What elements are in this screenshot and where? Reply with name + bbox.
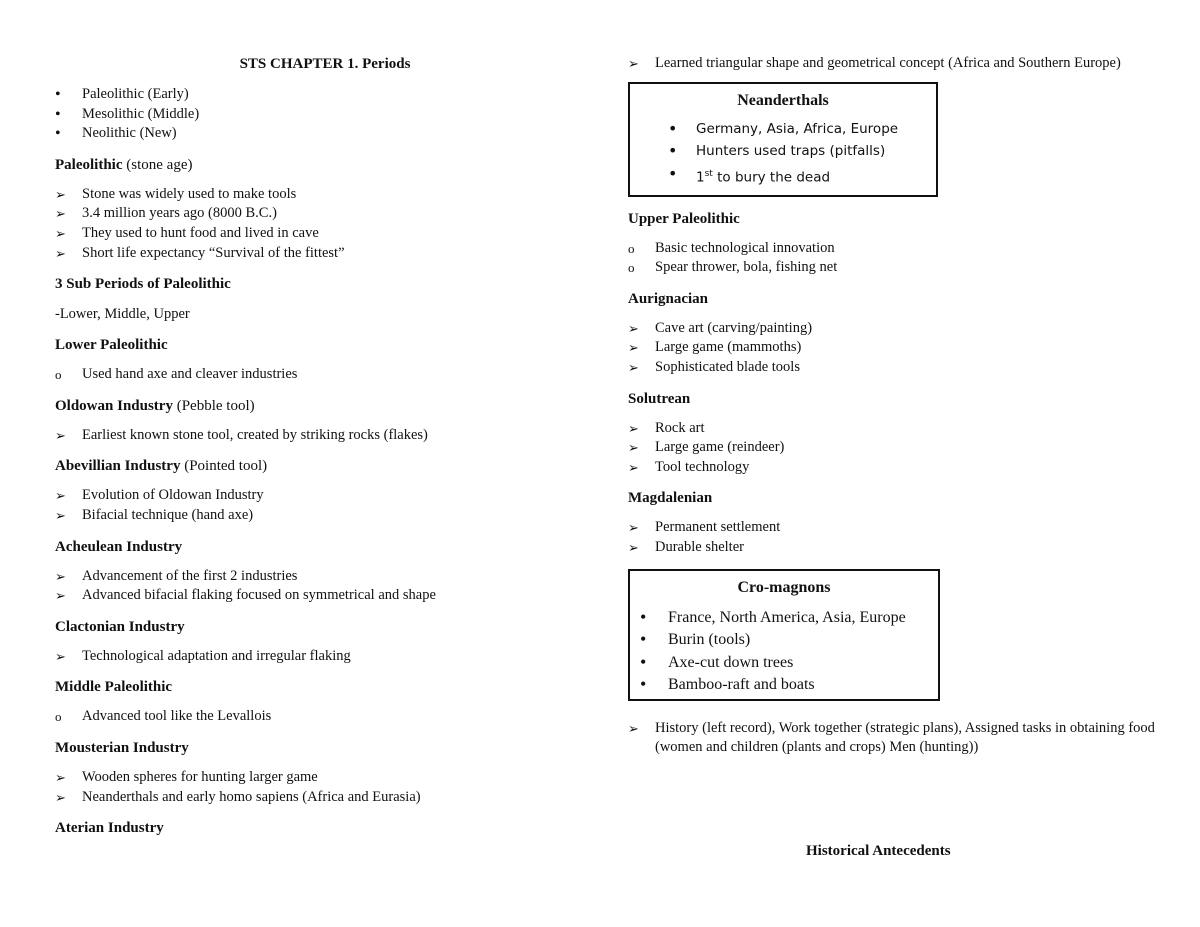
arrow-bullet-icon <box>628 419 648 440</box>
solutrean-list <box>628 419 1158 478</box>
section-heading-aterian: Aterian Industry <box>55 820 164 837</box>
list-item: • Axe-cut down trees <box>640 652 938 673</box>
list-item: ➢ Cave art (carving/painting) <box>628 319 1158 339</box>
arrow-bullet-icon <box>55 244 75 265</box>
arrow-bullet-icon <box>628 319 648 340</box>
arrow-bullet-icon <box>628 719 648 740</box>
list-item: ➢ Neanderthals and early homo sapiens (Africa and Eurasia) <box>55 788 595 808</box>
arrow-bullet-icon <box>55 647 75 668</box>
circle-bullet-icon <box>55 365 75 386</box>
sub-periods-text: -Lower, Middle, Upper <box>55 306 190 323</box>
list-item: • Bamboo-raft and boats <box>640 674 938 695</box>
section-heading-solutrean: Solutrean <box>628 390 691 407</box>
oldowan-list <box>55 426 595 446</box>
history-list <box>628 719 1158 758</box>
section-heading-middle-paleolithic: Middle Paleolithic <box>55 679 173 696</box>
section-heading-sub-periods: 3 Sub Periods of Paleolithic <box>55 276 231 293</box>
section-heading-magdalenian: Magdalenian <box>628 490 713 507</box>
circle-bullet-icon <box>628 258 648 279</box>
magdalenian-list <box>628 518 1158 557</box>
upper-paleolithic-list <box>628 239 1158 278</box>
box-title: Neanderthals <box>737 91 829 109</box>
bullet-icon <box>640 629 646 651</box>
list-item: ➢ Stone was widely used to make tools <box>55 185 595 205</box>
bullet-icon <box>668 163 677 187</box>
bullet-icon <box>668 118 677 142</box>
section-heading-lower-paleolithic: Lower Paleolithic <box>55 337 168 354</box>
list-item: • Paleolithic (Early) <box>55 85 595 105</box>
list-item: • Germany, Asia, Africa, Europe <box>668 118 936 141</box>
section-heading-oldowan: Oldowan Industry (Pebble tool) <box>55 397 255 414</box>
arrow-bullet-icon <box>628 338 648 359</box>
section-heading-aurignacian: Aurignacian <box>628 290 709 307</box>
arrow-bullet-icon <box>55 506 75 527</box>
arrow-bullet-icon <box>55 426 75 447</box>
list-item: • 1st to bury the dead <box>668 163 936 189</box>
list-item: o Advanced tool like the Levallois <box>55 707 595 727</box>
bullet-icon <box>640 607 646 629</box>
bullet-icon <box>55 124 75 145</box>
cromagnons-list <box>630 607 938 696</box>
section-heading-clactonian: Clactonian Industry <box>55 618 185 635</box>
section-heading-acheulean: Acheulean Industry <box>55 538 183 555</box>
list-item: • France, North America, Asia, Europe <box>640 607 938 628</box>
list-item: ➢ Advanced bifacial flaking focused on symmetrical and shape <box>55 586 595 606</box>
circle-bullet-icon <box>55 707 75 728</box>
arrow-bullet-icon <box>55 185 75 206</box>
section-heading-upper-paleolithic: Upper Paleolithic <box>628 210 740 227</box>
paleolithic-list <box>55 185 595 263</box>
neanderthals-box <box>628 82 938 197</box>
list-item: ➢ 3.4 million years ago (8000 B.C.) <box>55 204 595 224</box>
list-item: ➢ Large game (mammoths) <box>628 338 1158 358</box>
middle-paleolithic-list <box>55 707 595 727</box>
list-item: ➢ Rock art <box>628 419 1158 439</box>
list-item: ➢ Durable shelter <box>628 538 1158 558</box>
list-item: o Spear thrower, bola, fishing net <box>628 258 1158 278</box>
bullet-icon <box>640 652 646 674</box>
clactonian-list <box>55 647 595 667</box>
section-heading-mousterian: Mousterian Industry <box>55 739 189 756</box>
list-item: • Hunters used traps (pitfalls) <box>668 140 936 163</box>
periods-list <box>55 85 595 144</box>
arrow-bullet-icon <box>628 458 648 479</box>
abevillian-list <box>55 486 595 525</box>
bullet-icon <box>55 85 75 106</box>
list-item: ➢ Tool technology <box>628 458 1158 478</box>
aterian-list <box>628 54 1158 74</box>
list-item: o Used hand axe and cleaver industries <box>55 365 595 385</box>
historical-antecedents-heading: Historical Antecedents <box>806 843 951 859</box>
list-item: ➢ History (left record), Work together (strategic plans), Assigned tasks in obtaining food (women and children (plants and crops) Men (hunting)) <box>628 719 1158 758</box>
section-heading-paleolithic: Paleolithic (stone age) <box>55 156 193 173</box>
arrow-bullet-icon <box>55 204 75 225</box>
lower-paleolithic-list <box>55 365 595 385</box>
list-item: • Neolithic (New) <box>55 124 595 144</box>
acheulean-list <box>55 567 595 606</box>
arrow-bullet-icon <box>55 567 75 588</box>
arrow-bullet-icon <box>55 788 75 809</box>
list-item: ➢ Large game (reindeer) <box>628 438 1158 458</box>
arrow-bullet-icon <box>628 358 648 379</box>
arrow-bullet-icon <box>628 518 648 539</box>
list-item: ➢ Bifacial technique (hand axe) <box>55 506 595 526</box>
mousterian-list <box>55 768 595 807</box>
right-column <box>628 54 1158 769</box>
list-item: ➢ They used to hunt food and lived in cave <box>55 224 595 244</box>
aurignacian-list <box>628 319 1158 378</box>
circle-bullet-icon <box>628 239 648 260</box>
list-item: ➢ Short life expectancy “Survival of the fittest” <box>55 244 595 264</box>
box-title: Cro-magnons <box>737 578 831 596</box>
bullet-icon <box>55 105 75 126</box>
page-title: STS CHAPTER 1. Periods <box>239 56 411 72</box>
arrow-bullet-icon <box>628 538 648 559</box>
list-item: o Basic technological innovation <box>628 239 1158 259</box>
list-item: ➢ Advancement of the first 2 industries <box>55 567 595 587</box>
arrow-bullet-icon <box>55 586 75 607</box>
list-item: ➢ Permanent settlement <box>628 518 1158 538</box>
list-item: ➢ Wooden spheres for hunting larger game <box>55 768 595 788</box>
list-item: ➢ Learned triangular shape and geometrical concept (Africa and Southern Europe) <box>628 54 1158 74</box>
bullet-icon <box>640 674 646 696</box>
arrow-bullet-icon <box>55 486 75 507</box>
list-item: ➢ Earliest known stone tool, created by striking rocks (flakes) <box>55 426 595 446</box>
list-item: ➢ Sophisticated blade tools <box>628 358 1158 378</box>
list-item: ➢ Evolution of Oldowan Industry <box>55 486 595 506</box>
arrow-bullet-icon <box>628 54 648 75</box>
arrow-bullet-icon <box>628 438 648 459</box>
arrow-bullet-icon <box>55 224 75 245</box>
list-item: • Burin (tools) <box>640 629 938 650</box>
neanderthals-list <box>630 118 936 189</box>
cromagnons-box <box>628 569 940 701</box>
bullet-icon <box>668 140 677 164</box>
left-column <box>55 52 595 848</box>
list-item: ➢ Technological adaptation and irregular flaking <box>55 647 595 667</box>
section-heading-abevillian: Abevillian Industry (Pointed tool) <box>55 458 268 475</box>
arrow-bullet-icon <box>55 768 75 789</box>
list-item: • Mesolithic (Middle) <box>55 105 595 125</box>
